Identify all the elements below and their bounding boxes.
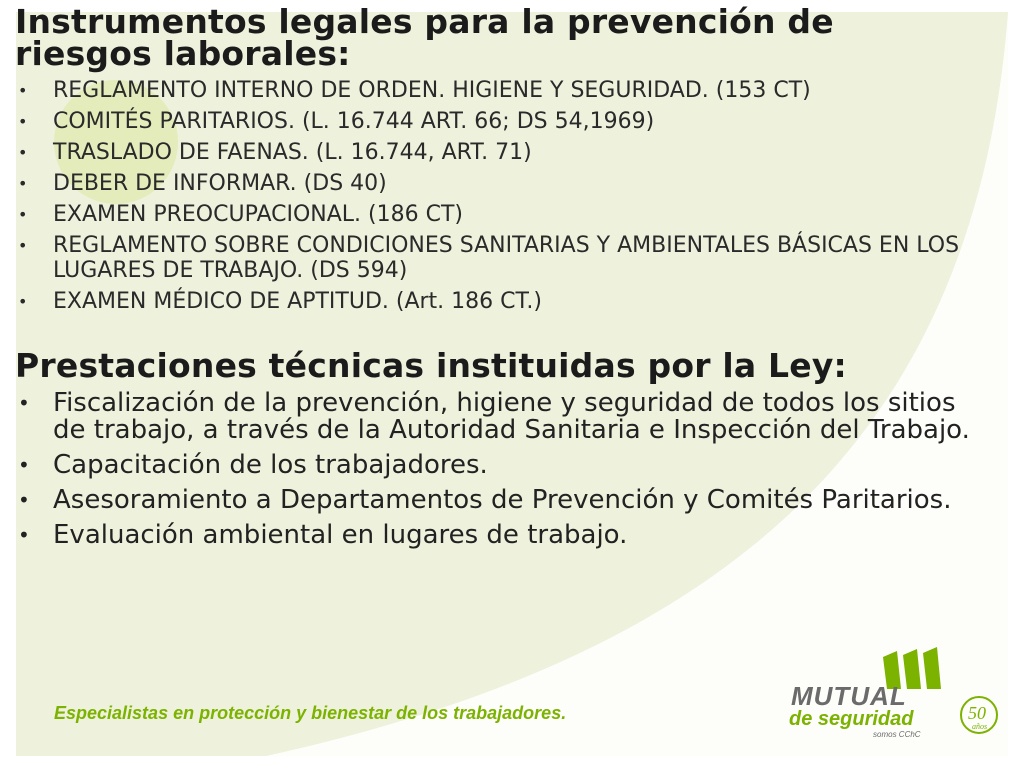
bullet: •: [18, 81, 28, 100]
bullet: •: [18, 391, 30, 415]
logo-text-somos: somos CChC: [873, 730, 921, 739]
list-item: • EXAMEN PREOCUPACIONAL. (186 CT): [18, 202, 463, 227]
bullet: •: [18, 236, 28, 255]
logo-text-seguridad: de seguridad: [789, 708, 914, 730]
logo-text-mutual: MUTUAL: [791, 681, 907, 711]
list-item: • REGLAMENTO SOBRE CONDICIONES SANITARIAS Y AMBIENTALES BÁSICAS EN LOS LUGARES DE TRABAJO. (DS 594): [18, 233, 960, 283]
footer-tagline: Especialistas en protección y bienestar de los trabajadores.: [54, 703, 567, 723]
list-item: • DEBER DE INFORMAR. (DS 40): [18, 171, 387, 196]
bullet: •: [18, 292, 28, 311]
technical-services-list: [15, 390, 975, 557]
legal-instruments-list: [15, 78, 975, 320]
bullet: •: [18, 143, 28, 162]
list-item: • Evaluación ambiental en lugares de trabajo.: [18, 520, 628, 550]
bullet: •: [18, 488, 30, 512]
bullet: •: [18, 205, 28, 224]
bullet: •: [18, 174, 28, 193]
section-title-prestaciones: Prestaciones técnicas instituidas por la Ley:: [15, 346, 847, 385]
list-item: • Asesoramiento a Departamentos de Prevención y Comités Paritarios.: [18, 485, 952, 515]
mutual-de-seguridad-logo: [785, 645, 1000, 745]
list-item: • EXAMEN MÉDICO DE APTITUD. (Art. 186 CT.): [18, 289, 542, 314]
bullet: •: [18, 112, 28, 131]
list-item: • Capacitación de los trabajadores.: [18, 450, 488, 480]
list-item: • COMITÉS PARITARIOS. (L. 16.744 ART. 66; DS 54,1969): [18, 109, 655, 134]
anniversary-badge: [961, 697, 997, 733]
list-item: • Fiscalización de la prevención, higiene y seguridad de todos los sitios de trabajo, a través de la Autoridad Sanitaria e Inspección del Trabajo.: [18, 388, 970, 445]
bullet: •: [18, 453, 30, 477]
bullet: •: [18, 523, 30, 547]
list-item: • REGLAMENTO INTERNO DE ORDEN. HIGIENE Y SEGURIDAD. (153 CT): [18, 78, 811, 103]
list-item: • TRASLADO DE FAENAS. (L. 16.744, ART. 71): [18, 140, 532, 165]
badge-years: años: [972, 722, 988, 731]
section-title-instrumentos: Instrumentos legales para la prevención de riesgos laborales:: [15, 2, 834, 73]
badge-number: 50: [968, 703, 986, 723]
